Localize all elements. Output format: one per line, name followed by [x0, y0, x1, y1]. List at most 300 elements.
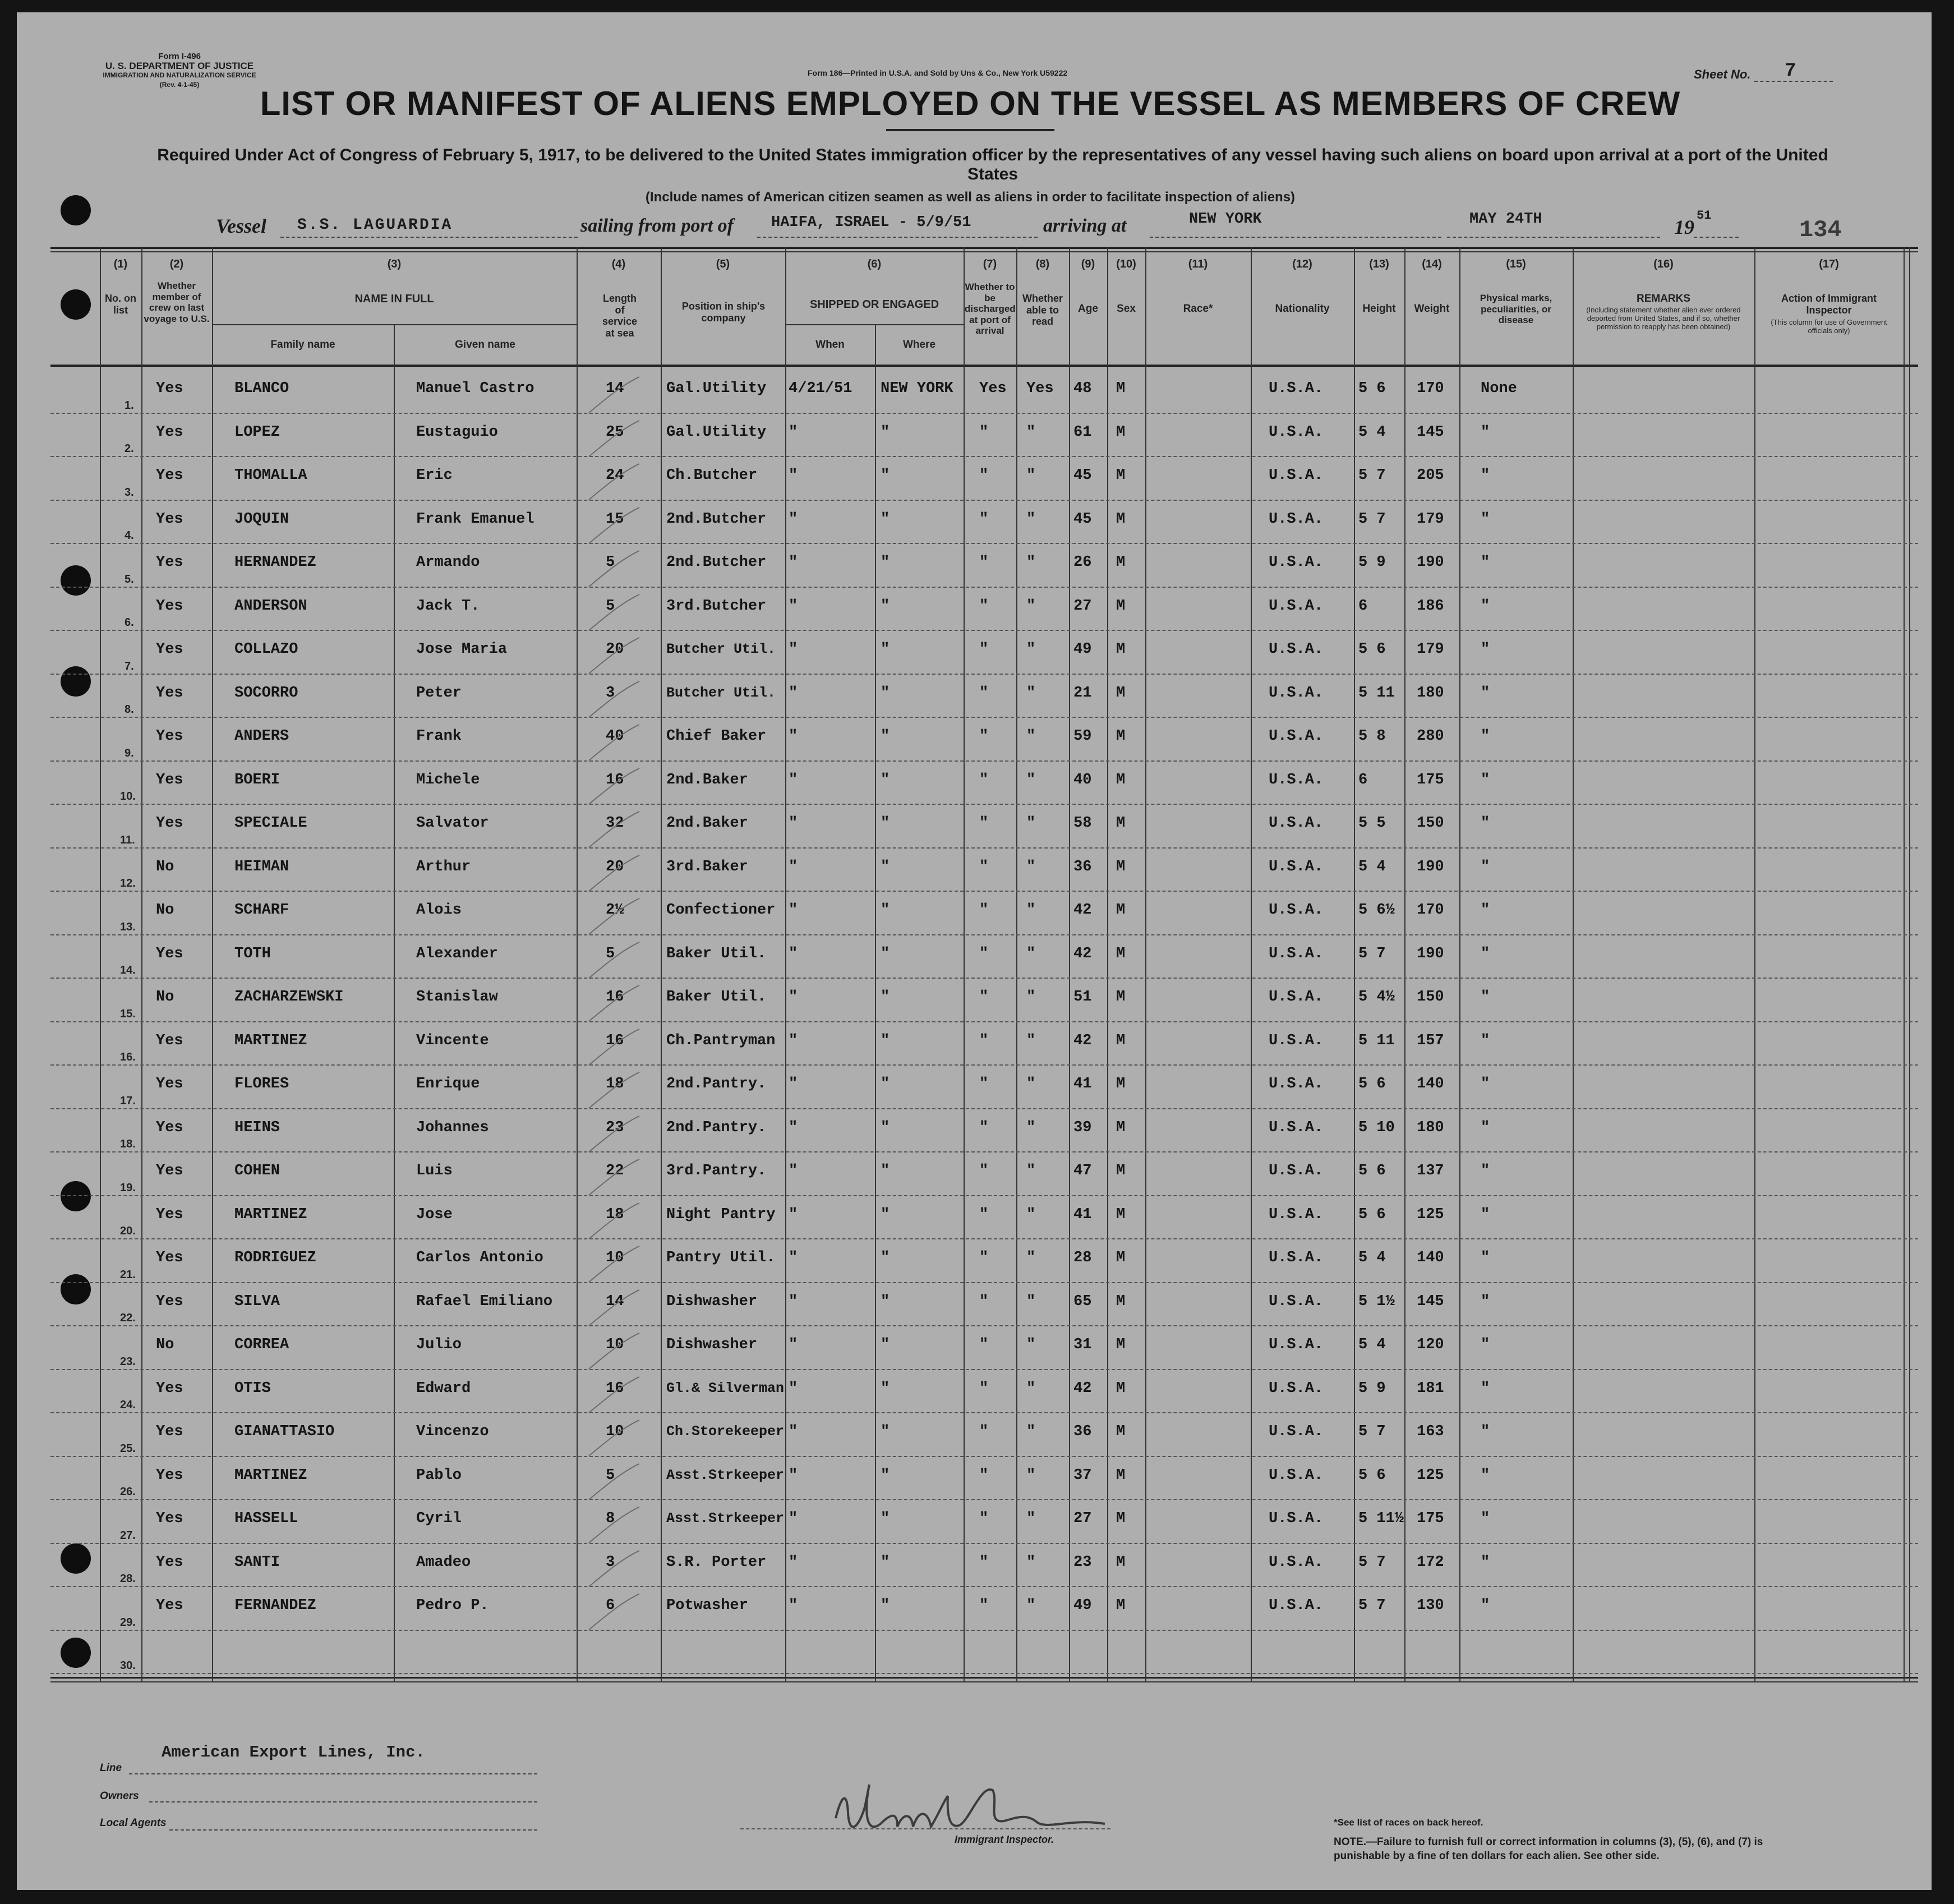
cell-position: Gal.Utility: [666, 423, 767, 441]
arriving-label: arriving at: [1043, 215, 1127, 236]
name-subheader-rule: [212, 324, 577, 325]
cell-previous-voyage: Yes: [156, 728, 183, 745]
cell-given-name: Stanislaw: [416, 989, 498, 1006]
column-number: (17): [1819, 258, 1839, 270]
cell-shipped-when: ": [789, 989, 798, 1006]
cell-discharged: ": [979, 1250, 989, 1266]
cell-previous-voyage: Yes: [156, 1597, 183, 1614]
pencil-check-mark: [583, 1200, 645, 1244]
header-sex: Sex: [1117, 303, 1136, 315]
cell-shipped-when: ": [789, 815, 798, 832]
cell-age: 47: [1073, 1163, 1092, 1179]
header-age: Age: [1078, 303, 1098, 315]
cell-height: 5 7: [1358, 510, 1386, 528]
line-underline: [129, 1773, 537, 1774]
cell-physical-marks: ": [1481, 902, 1490, 919]
page-subtitle: Required Under Act of Congress of February 5, 1917, to be delivered to the United States immigration officer by the representatives of any vessel having such aliens on board upon arrival at a port of the United States: [157, 146, 1828, 183]
table-top-rule-2: [50, 251, 1918, 252]
cell-family-name: GIANATTASIO: [234, 1423, 335, 1440]
cell-physical-marks: ": [1481, 728, 1490, 745]
row-number: 26.: [120, 1486, 136, 1498]
cell-shipped-where: ": [881, 1553, 890, 1571]
cell-weight: 125: [1417, 1206, 1444, 1223]
cell-able-to-read: ": [1026, 1206, 1036, 1223]
cell-position: 2nd.Pantry.: [666, 1119, 767, 1136]
row-rule: [50, 1151, 1918, 1152]
table-bottom-rule: [50, 1677, 1918, 1679]
cell-given-name: Luis: [416, 1163, 453, 1179]
cell-given-name: Alexander: [416, 945, 498, 962]
cell-discharged: ": [979, 989, 989, 1006]
cell-previous-voyage: Yes: [156, 380, 183, 397]
cell-able-to-read: ": [1026, 1032, 1036, 1049]
cell-nationality: U.S.A.: [1269, 641, 1324, 658]
cell-sex: M: [1116, 858, 1126, 875]
cell-height: 5 5: [1358, 815, 1386, 832]
line-value: American Export Lines, Inc.: [162, 1743, 425, 1762]
cell-service-length: 16: [606, 1032, 624, 1049]
punch-hole: [61, 1543, 91, 1574]
cell-service-length: 8: [606, 1510, 615, 1527]
table-top-rule: [50, 247, 1918, 249]
cell-nationality: U.S.A.: [1269, 684, 1324, 702]
cell-nationality: U.S.A.: [1269, 554, 1324, 571]
cell-family-name: SILVA: [234, 1293, 280, 1310]
cell-shipped-when: 4/21/51: [789, 380, 852, 397]
cell-position: 2nd.Butcher: [666, 510, 767, 528]
cell-able-to-read: ": [1026, 902, 1036, 919]
row-number: 18.: [120, 1138, 136, 1150]
sailing-from: HAIFA, ISRAEL - 5/9/51: [771, 214, 971, 231]
cell-service-length: 3: [606, 1553, 615, 1571]
cell-height: 5 6: [1358, 1206, 1386, 1223]
cell-height: 5 6: [1358, 380, 1386, 397]
cell-given-name: Vincenzo: [416, 1423, 489, 1440]
cell-shipped-when: ": [789, 1510, 798, 1527]
cell-previous-voyage: Yes: [156, 1250, 183, 1266]
pencil-check-mark: [583, 1417, 645, 1462]
cell-weight: 179: [1417, 641, 1444, 658]
cell-family-name: OTIS: [234, 1380, 271, 1397]
column-rule: [1107, 247, 1108, 1682]
cell-shipped-when: ": [789, 1250, 798, 1266]
cell-able-to-read: ": [1026, 1119, 1036, 1136]
punch-hole: [61, 289, 91, 320]
cell-given-name: Arthur: [416, 858, 471, 875]
cell-nationality: U.S.A.: [1269, 902, 1324, 919]
cell-given-name: Manuel Castro: [416, 380, 534, 397]
local-agents-underline: [169, 1829, 537, 1831]
cell-family-name: SCHARF: [234, 902, 289, 919]
cell-physical-marks: ": [1481, 1597, 1490, 1614]
cell-sex: M: [1116, 510, 1126, 528]
cell-shipped-where: ": [881, 945, 890, 962]
cell-age: 48: [1073, 380, 1092, 397]
cell-able-to-read: ": [1026, 945, 1036, 962]
row-number: 10.: [120, 790, 136, 803]
cell-shipped-where: ": [881, 1250, 890, 1266]
cell-shipped-when: ": [789, 902, 798, 919]
column-number: (8): [1035, 258, 1050, 270]
cell-weight: 170: [1417, 380, 1444, 397]
races-note: *See list of races on back hereof.: [1334, 1817, 1483, 1828]
cell-discharged: ": [979, 1336, 989, 1353]
cell-service-length: 25: [606, 423, 624, 441]
cell-given-name: Edward: [416, 1380, 471, 1397]
cell-weight: 180: [1417, 684, 1444, 702]
cell-sex: M: [1116, 1032, 1126, 1049]
cell-shipped-where: ": [881, 1336, 890, 1353]
vessel-underline: [280, 237, 578, 238]
cell-previous-voyage: Yes: [156, 1467, 183, 1484]
cell-sex: M: [1116, 684, 1126, 702]
cell-family-name: FLORES: [234, 1076, 289, 1092]
cell-age: 28: [1073, 1250, 1092, 1266]
row-rule: [50, 1282, 1918, 1283]
cell-service-length: 5: [606, 554, 615, 571]
row-rule: [50, 847, 1918, 849]
column-rule: [1404, 247, 1405, 1682]
cell-age: 21: [1073, 684, 1092, 702]
row-rule: [50, 1586, 1918, 1587]
pencil-check-mark: [583, 634, 645, 679]
cell-nationality: U.S.A.: [1269, 1119, 1324, 1136]
column-rule: [1754, 247, 1755, 1682]
row-number: 12.: [120, 877, 136, 889]
header-race: Race*: [1183, 303, 1213, 315]
punch-hole: [61, 1274, 91, 1304]
cell-shipped-where: ": [881, 1293, 890, 1310]
cell-discharged: ": [979, 1119, 989, 1136]
cell-given-name: Frank: [416, 728, 462, 745]
header-discharged: Whether to be discharged at port of arrival: [965, 282, 1016, 336]
row-number: 29.: [120, 1616, 136, 1629]
cell-age: 27: [1073, 597, 1092, 615]
column-rule: [964, 247, 965, 1682]
row-number: 21.: [120, 1268, 136, 1281]
row-rule: [50, 1499, 1918, 1500]
cell-previous-voyage: Yes: [156, 1510, 183, 1527]
cell-age: 65: [1073, 1293, 1092, 1310]
cell-position: 3rd.Butcher: [666, 597, 767, 615]
cell-previous-voyage: Yes: [156, 641, 183, 658]
cell-service-length: 2½: [606, 902, 624, 919]
cell-physical-marks: ": [1481, 423, 1490, 441]
cell-service-length: 40: [606, 728, 624, 745]
cell-discharged: ": [979, 902, 989, 919]
cell-shipped-when: ": [789, 1423, 798, 1440]
cell-given-name: Salvator: [416, 815, 489, 832]
cell-shipped-when: ": [789, 1163, 798, 1179]
cell-sex: M: [1116, 771, 1126, 789]
cell-able-to-read: ": [1026, 1553, 1036, 1571]
cell-age: 42: [1073, 1380, 1092, 1397]
cell-given-name: Jose: [416, 1206, 453, 1223]
cell-discharged: ": [979, 597, 989, 615]
cell-physical-marks: ": [1481, 1510, 1490, 1527]
cell-service-length: 24: [606, 467, 624, 484]
column-rule: [785, 247, 786, 1682]
cell-previous-voyage: Yes: [156, 1163, 183, 1179]
year-underline: [1694, 237, 1739, 238]
pencil-check-mark: [583, 852, 645, 897]
cell-height: 5 7: [1358, 1597, 1386, 1614]
cell-height: 5 6: [1358, 1076, 1386, 1092]
cell-service-length: 16: [606, 989, 624, 1006]
cell-physical-marks: ": [1481, 1380, 1490, 1397]
punch-hole: [61, 666, 91, 697]
title-rule: [886, 129, 1054, 131]
table-header-rule: [50, 365, 1918, 367]
cell-shipped-when: ": [789, 858, 798, 875]
cell-previous-voyage: Yes: [156, 1076, 183, 1092]
arriving-at: NEW YORK: [1189, 211, 1262, 228]
cell-given-name: Armando: [416, 554, 480, 571]
cell-shipped-where: ": [881, 902, 890, 919]
cell-position: Dishwasher: [666, 1336, 758, 1353]
cell-shipped-where: ": [881, 1119, 890, 1136]
cell-able-to-read: ": [1026, 858, 1036, 875]
signature-line: [740, 1828, 1110, 1829]
cell-height: 5 10: [1358, 1119, 1395, 1136]
row-rule: [50, 1325, 1918, 1326]
cell-able-to-read: ": [1026, 1293, 1036, 1310]
cell-shipped-when: ": [789, 1597, 798, 1614]
cell-previous-voyage: Yes: [156, 945, 183, 962]
cell-previous-voyage: No: [156, 902, 174, 919]
cell-able-to-read: ": [1026, 1510, 1036, 1527]
column-number: (2): [169, 258, 184, 270]
row-number: 19.: [120, 1181, 136, 1194]
cell-shipped-when: ": [789, 510, 798, 528]
row-rule: [50, 891, 1918, 892]
row-number: 28.: [120, 1573, 136, 1585]
cell-nationality: U.S.A.: [1269, 1163, 1324, 1179]
cell-sex: M: [1116, 554, 1126, 571]
cell-previous-voyage: Yes: [156, 771, 183, 789]
cell-given-name: Eric: [416, 467, 453, 484]
cell-shipped-when: ": [789, 1553, 798, 1571]
cell-shipped-where: ": [881, 1510, 890, 1527]
printer-line: Form 186—Printed in U.S.A. and Sold by Uns & Co., New York U59222: [808, 68, 1068, 77]
cell-family-name: MARTINEZ: [234, 1206, 307, 1223]
cell-position: Asst.Strkeeper: [666, 1510, 785, 1527]
cell-shipped-where: ": [881, 1597, 890, 1614]
row-rule: [50, 717, 1918, 718]
column-number: (14): [1422, 258, 1442, 270]
cell-height: 5 11: [1358, 684, 1395, 702]
cell-service-length: 3: [606, 684, 615, 702]
cell-sex: M: [1116, 1553, 1126, 1571]
pencil-check-mark: [583, 1113, 645, 1158]
cell-discharged: ": [979, 554, 989, 571]
cell-physical-marks: ": [1481, 641, 1490, 658]
row-number: 9.: [125, 746, 134, 759]
cell-shipped-where: ": [881, 1380, 890, 1397]
row-rule: [50, 1543, 1918, 1544]
cell-age: 41: [1073, 1206, 1092, 1223]
cell-discharged: ": [979, 1293, 989, 1310]
row-number: 1.: [125, 399, 134, 412]
cell-given-name: Michele: [416, 771, 480, 789]
row-number: 13.: [120, 920, 136, 933]
row-rule: [50, 1108, 1918, 1109]
cell-weight: 157: [1417, 1032, 1444, 1049]
penalty-note: NOTE.—Failure to furnish full or correct information in columns (3), (5), (6), and (7) is punishable by a fine of ten dollars for each alien. See other side.: [1334, 1836, 1763, 1862]
cell-height: 5 11: [1358, 1032, 1395, 1049]
cell-shipped-where: ": [881, 1206, 890, 1223]
cell-shipped-when: ": [789, 597, 798, 615]
cell-family-name: HEINS: [234, 1119, 280, 1136]
cell-given-name: Enrique: [416, 1076, 480, 1092]
row-rule: [50, 1630, 1918, 1631]
cell-sex: M: [1116, 902, 1126, 919]
cell-physical-marks: ": [1481, 858, 1490, 875]
cell-weight: 150: [1417, 815, 1444, 832]
pencil-check-mark: [583, 939, 645, 984]
header-remarks: REMARKS: [1636, 293, 1691, 305]
pencil-check-mark: [583, 547, 645, 592]
cell-sex: M: [1116, 1380, 1126, 1397]
cell-position: Chief Baker: [666, 728, 767, 745]
cell-height: 5 8: [1358, 728, 1386, 745]
cell-previous-voyage: Yes: [156, 1423, 183, 1440]
column-number: (6): [867, 258, 882, 270]
cell-nationality: U.S.A.: [1269, 945, 1324, 962]
pencil-check-mark: [583, 1330, 645, 1375]
row-number: 22.: [120, 1312, 136, 1324]
cell-position: Gl.& Silverman: [666, 1380, 785, 1396]
cell-position: 2nd.Baker: [666, 771, 748, 789]
row-rule: [50, 978, 1918, 979]
line-label: Line: [100, 1762, 122, 1774]
cell-previous-voyage: Yes: [156, 597, 183, 615]
cell-age: 61: [1073, 423, 1092, 441]
cell-physical-marks: ": [1481, 510, 1490, 528]
cell-physical-marks: ": [1481, 467, 1490, 484]
cell-sex: M: [1116, 1119, 1126, 1136]
cell-weight: 172: [1417, 1553, 1444, 1571]
cell-service-length: 32: [606, 815, 624, 832]
cell-sex: M: [1116, 815, 1126, 832]
cell-family-name: COLLAZO: [234, 641, 298, 658]
row-rule: [50, 1673, 1918, 1674]
column-number: (10): [1116, 258, 1136, 270]
cell-sex: M: [1116, 1076, 1126, 1092]
column-rule: [661, 247, 662, 1682]
signature-caption: Immigrant Inspector.: [955, 1834, 1054, 1845]
cell-weight: 280: [1417, 728, 1444, 745]
cell-height: 6: [1358, 597, 1368, 615]
cell-given-name: Johannes: [416, 1119, 489, 1136]
cell-service-length: 5: [606, 597, 615, 615]
cell-age: 42: [1073, 1032, 1092, 1049]
column-rule: [1145, 247, 1146, 1682]
cell-able-to-read: ": [1026, 1423, 1036, 1440]
cell-physical-marks: ": [1481, 1032, 1490, 1049]
cell-given-name: Peter: [416, 684, 462, 702]
cell-height: 5 4: [1358, 1250, 1386, 1266]
cell-nationality: U.S.A.: [1269, 380, 1324, 397]
cell-physical-marks: ": [1481, 1423, 1490, 1440]
arriving-underline: [1150, 237, 1441, 238]
cell-family-name: LOPEZ: [234, 423, 280, 441]
cell-shipped-when: ": [789, 1032, 798, 1049]
cell-age: 49: [1073, 1597, 1092, 1614]
pencil-check-mark: [583, 1547, 645, 1592]
cell-given-name: Eustaguio: [416, 423, 498, 441]
cell-nationality: U.S.A.: [1269, 1380, 1324, 1397]
cell-able-to-read: ": [1026, 597, 1036, 615]
sheet-label: Sheet No.: [1694, 67, 1751, 81]
cell-height: 5 9: [1358, 1380, 1386, 1397]
cell-nationality: U.S.A.: [1269, 467, 1324, 484]
row-number: 14.: [120, 964, 136, 976]
cell-discharged: ": [979, 1206, 989, 1223]
cell-shipped-when: ": [789, 641, 798, 658]
cell-family-name: BLANCO: [234, 380, 289, 397]
cell-previous-voyage: Yes: [156, 467, 183, 484]
form-id-line: (Rev. 4-1-45): [159, 81, 200, 89]
cell-age: 45: [1073, 510, 1092, 528]
row-number: 2.: [125, 442, 134, 455]
column-number: (4): [611, 258, 626, 270]
header-inspector-sub: (This column for use of Government officials only): [1771, 318, 1887, 335]
cell-physical-marks: ": [1481, 989, 1490, 1006]
punch-hole: [61, 1181, 91, 1211]
cell-shipped-when: ": [789, 1119, 798, 1136]
cell-shipped-where: ": [881, 858, 890, 875]
cell-position: Confectioner: [666, 902, 776, 919]
pencil-check-mark: [583, 1026, 645, 1071]
cell-family-name: CORREA: [234, 1336, 289, 1353]
pencil-check-mark: [583, 1243, 645, 1288]
cell-previous-voyage: Yes: [156, 1293, 183, 1310]
cell-weight: 205: [1417, 467, 1444, 484]
cell-age: 59: [1073, 728, 1092, 745]
pencil-check-mark: [583, 808, 645, 853]
cell-weight: 190: [1417, 858, 1444, 875]
column-rule: [141, 247, 142, 1682]
cell-service-length: 20: [606, 858, 624, 875]
cell-nationality: U.S.A.: [1269, 815, 1324, 832]
row-number: 7.: [125, 660, 134, 672]
cell-sex: M: [1116, 728, 1126, 745]
header-service-length: Length of service at sea: [602, 293, 638, 339]
cell-physical-marks: ": [1481, 1467, 1490, 1484]
row-rule: [50, 1456, 1918, 1457]
arrival-date: MAY 24TH: [1469, 211, 1542, 228]
pencil-check-mark: [583, 765, 645, 810]
cell-given-name: Alois: [416, 902, 462, 919]
row-rule: [50, 674, 1918, 675]
table-bottom-rule-2: [50, 1681, 1918, 1682]
cell-height: 5 7: [1358, 945, 1386, 962]
column-rule: [1459, 247, 1460, 1682]
header-remarks-sub: (Including statement whether alien ever ordered deported from United States, and if so, whether permission to reapply has been obtained): [1586, 306, 1741, 331]
row-number: 5.: [125, 573, 134, 586]
cell-weight: 181: [1417, 1380, 1444, 1397]
cell-position: 2nd.Baker: [666, 815, 748, 832]
row-rule: [50, 1412, 1918, 1413]
pencil-check-mark: [583, 678, 645, 723]
cell-position: 3rd.Baker: [666, 858, 748, 875]
cell-nationality: U.S.A.: [1269, 1423, 1324, 1440]
row-rule: [50, 587, 1918, 588]
cell-family-name: SOCORRO: [234, 684, 298, 702]
cell-family-name: SPECIALE: [234, 815, 307, 832]
cell-nationality: U.S.A.: [1269, 858, 1324, 875]
